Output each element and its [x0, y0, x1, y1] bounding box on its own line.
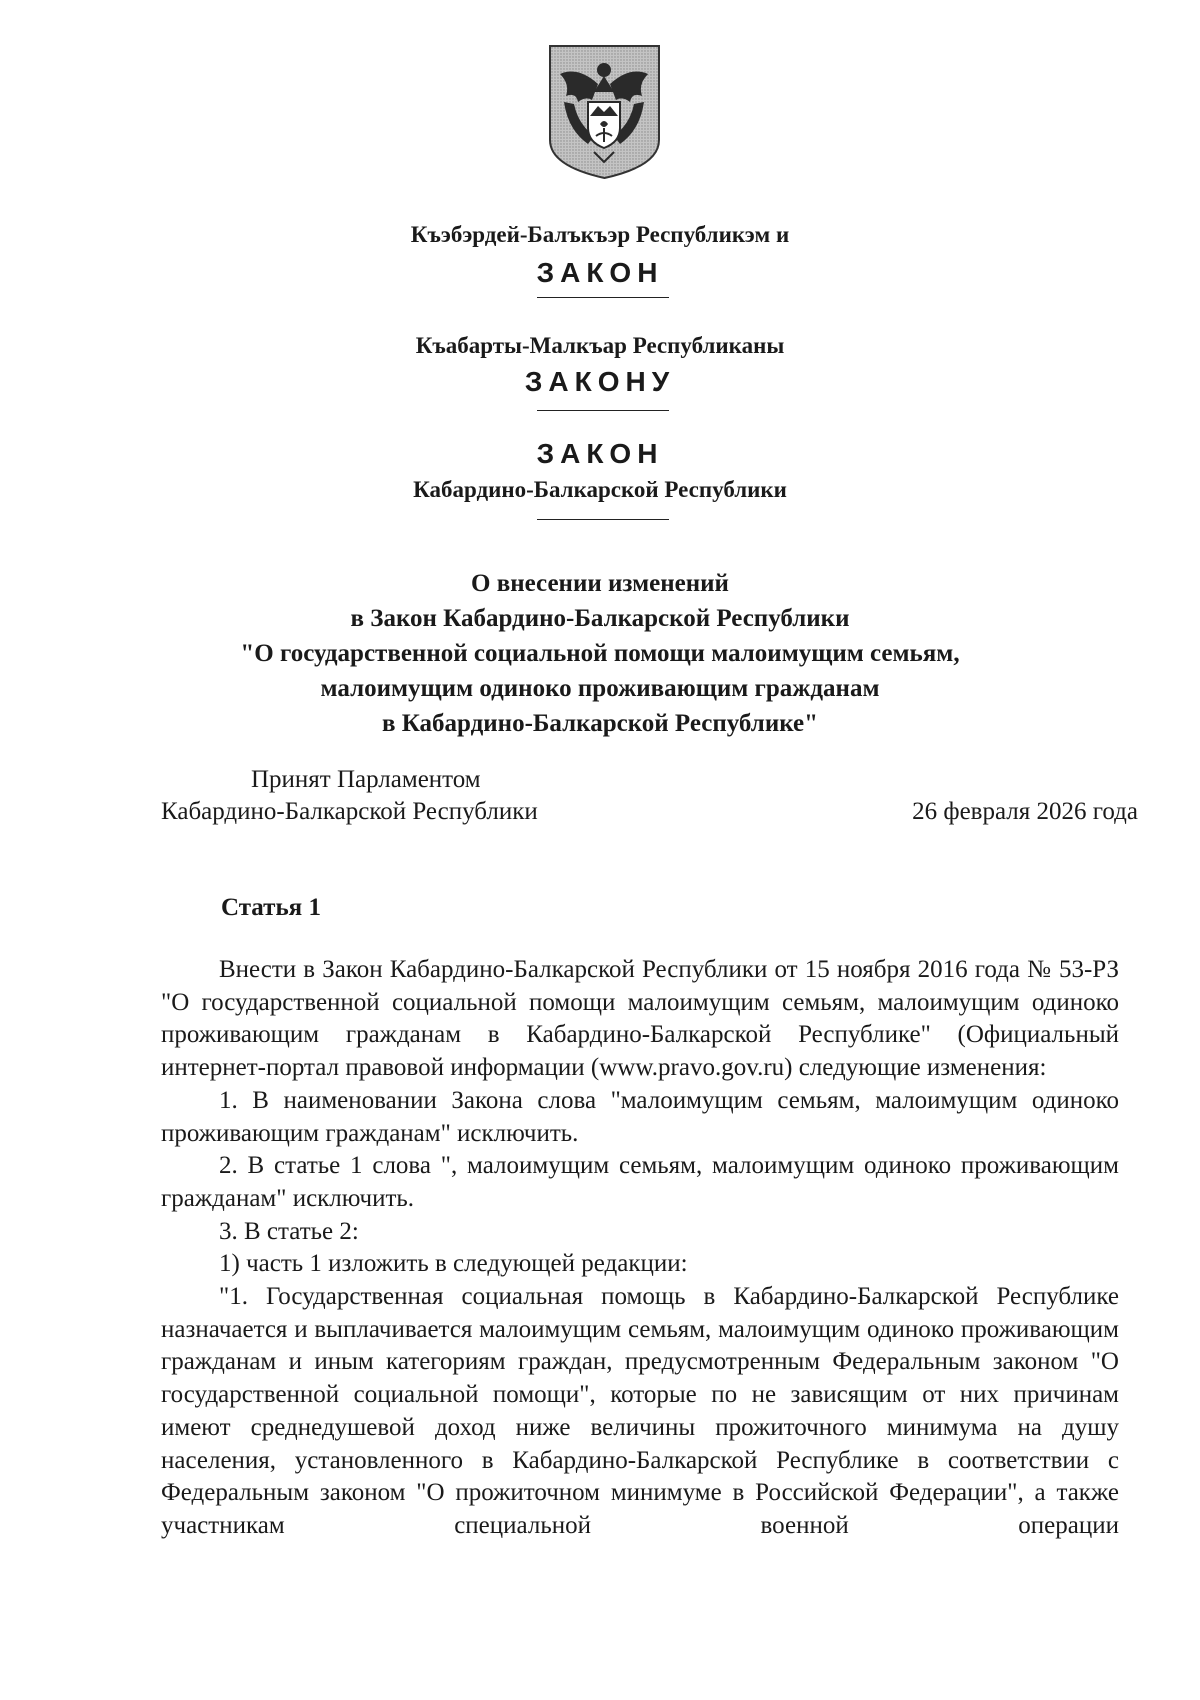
article-paragraph: 1. В наименовании Закона слова "малоимущим семьям, малоимущим одиноко проживающим гражданам" исключить.: [161, 1086, 1119, 1147]
kabardian-republic-line: Къэбэрдей-Балъкъэр Республикэм и: [410, 222, 790, 247]
article-paragraph: "1. Государственная социальная помощь в Кабардино-Балкарской Республике назначается и выплачивается малоимущим семьям, малоимущим одиноко проживающим гражданам и иным категориям граждан, предусмотренным Федеральным законом "О государственной социальной помощи", которые по не зависящим от них причинам имеют среднедушевой доход ниже величины прожиточного минимума на душу населения, установленного в Кабардино-Балкарской Республике в соответствии с Федеральным законом "О прожиточном минимуме в Российской Федерации", а также участникам специальной военной операции: [161, 1283, 1119, 1539]
adoption-line-2: Кабардино-Балкарской Республики: [161, 798, 538, 825]
russian-republic-line: Кабардино-Балкарской Республики: [413, 477, 787, 502]
balkar-law-heading: ЗАКОНУ: [524, 366, 676, 397]
article-paragraph: 3. В статье 2:: [219, 1217, 359, 1245]
title-line: О внесении изменений: [471, 570, 729, 597]
article-paragraph: 1) часть 1 изложить в следующей редакции:: [219, 1250, 688, 1278]
coat-of-arms-emblem: [548, 44, 661, 180]
header-divider: [537, 410, 669, 411]
balkar-republic-line: Къабарты-Малкъар Республиканы: [415, 333, 785, 358]
adoption-line-1: Принят Парламентом: [251, 766, 481, 793]
article-paragraph: 2. В статье 1 слова ", малоимущим семьям, малоимущим одиноко проживающим гражданам" исключить.: [161, 1152, 1119, 1212]
header-divider: [537, 519, 669, 520]
russian-law-heading: ЗАКОН: [536, 438, 664, 469]
kabardian-law-heading: ЗАКОН: [536, 257, 664, 288]
title-line: в Закон Кабардино-Балкарской Республики: [350, 605, 850, 632]
adoption-date: 26 февраля 2026 года: [912, 798, 1138, 825]
title-line: малоимущим одиноко проживающим гражданам: [320, 675, 880, 702]
article-heading: Статья 1: [221, 894, 321, 921]
title-line: "О государственной социальной помощи малоимущим семьям,: [240, 640, 960, 667]
article-paragraph: Внести в Закон Кабардино-Балкарской Республики от 15 ноября 2016 года № 53-РЗ "О государственной социальной помощи малоимущим семьям, малоимущим одиноко проживающим гражданам в Кабардино-Балкарской Республике" (Официальный интернет-портал правовой информации (www.pravo.gov.ru) следующие изменения:: [161, 956, 1119, 1082]
header-divider: [537, 297, 669, 298]
article-body: [161, 954, 1119, 1543]
title-line: в Кабардино-Балкарской Республике": [381, 710, 818, 737]
law-title: [160, 566, 1040, 741]
